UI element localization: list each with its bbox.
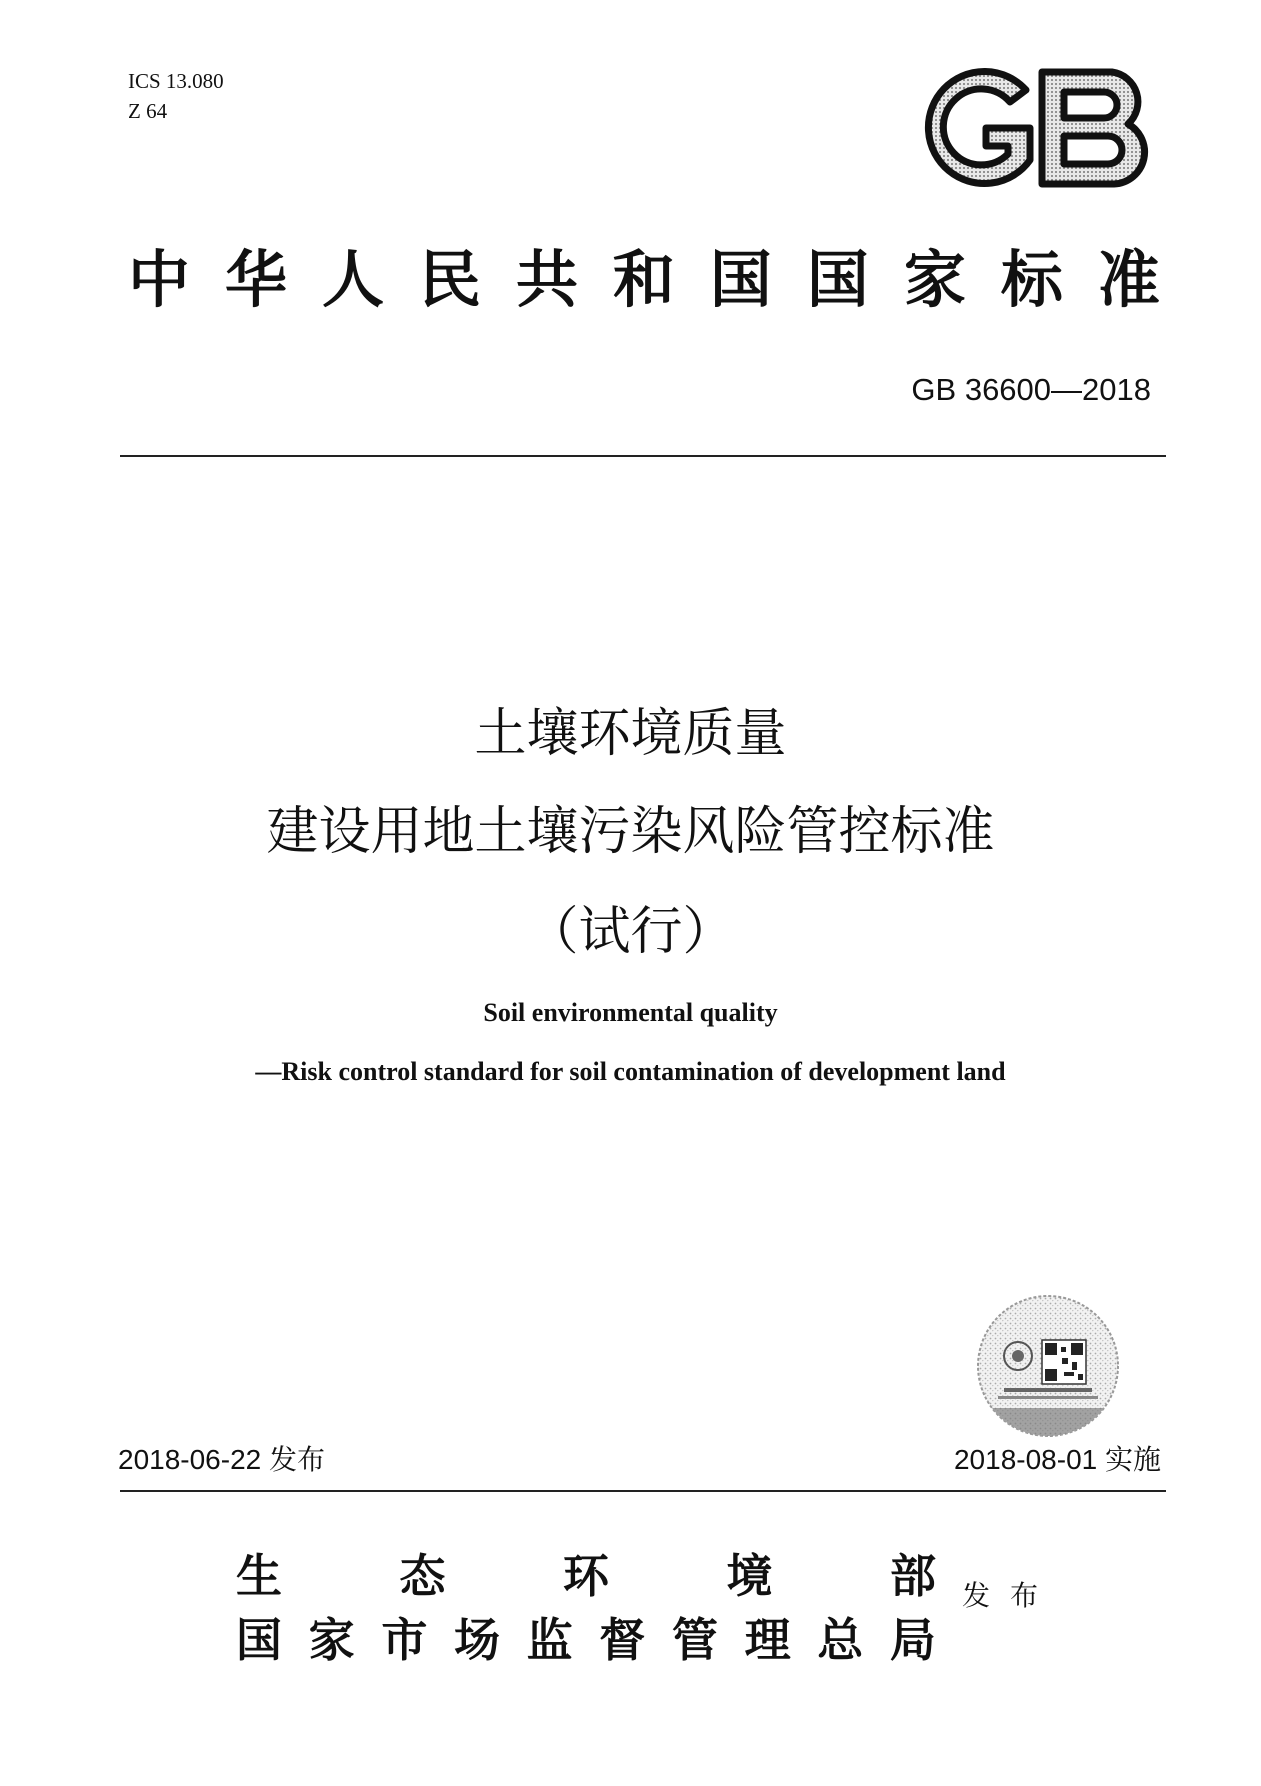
title-char: 中 — [128, 243, 191, 316]
issuer-char: 理 — [744, 1613, 791, 1667]
issuing-authorities — [236, 1544, 936, 1672]
title-en-line1: Soil environmental quality — [483, 998, 778, 1027]
issuer-char: 局 — [889, 1613, 936, 1667]
issuer-administration — [236, 1608, 936, 1672]
title-char: 人 — [321, 243, 384, 316]
title-char: 准 — [1097, 243, 1160, 316]
title-char: 标 — [1000, 243, 1063, 316]
title-char: 和 — [612, 243, 675, 316]
issuer-char: 态 — [399, 1549, 446, 1603]
title-cn-line2: 建设用地土壤污染风险管控标准 — [266, 802, 995, 862]
issuer-char: 环 — [563, 1549, 609, 1603]
issuer-char: 家 — [308, 1613, 355, 1667]
issue-date: 2018-06-22 发布 — [118, 1444, 326, 1475]
classification-codes — [128, 66, 224, 126]
title-char: 共 — [515, 243, 578, 316]
gb-logo-icon — [914, 62, 1160, 194]
issuer-char: 部 — [890, 1549, 936, 1603]
ccs-code: Z 64 — [128, 99, 168, 123]
ics-code: ICS 13.080 — [128, 69, 224, 93]
publish-label: 发布 — [962, 1579, 1059, 1612]
footer-divider — [120, 1490, 1166, 1492]
issuer-char: 生 — [236, 1549, 282, 1603]
title-char: 国 — [709, 243, 772, 316]
title-en-line2: —Risk control standard for soil contamination of development land — [255, 1057, 1006, 1086]
standard-number: GB 36600—2018 — [911, 372, 1151, 407]
title-char: 国 — [806, 243, 869, 316]
implementation-date: 2018-08-01 实施 — [953, 1444, 1161, 1475]
issuer-char: 总 — [817, 1613, 864, 1667]
title-char: 华 — [224, 243, 287, 316]
title-char: 民 — [418, 243, 481, 316]
issuer-char: 境 — [726, 1549, 773, 1603]
issuer-ministry — [236, 1544, 936, 1608]
issuer-char: 督 — [599, 1613, 646, 1667]
issuer-char: 监 — [526, 1613, 573, 1667]
issuer-char: 管 — [671, 1613, 718, 1667]
issuer-char: 国 — [236, 1613, 282, 1667]
title-char: 家 — [903, 243, 966, 316]
issuer-char: 市 — [381, 1613, 428, 1667]
title-cn-line3: （试行） — [526, 902, 735, 962]
national-standard-title — [128, 240, 1160, 320]
title-cn-line1: 土壤环境质量 — [474, 704, 787, 764]
header-divider — [120, 455, 1166, 457]
anti-counterfeit-seal-icon — [974, 1292, 1122, 1440]
issuer-char: 场 — [453, 1613, 500, 1667]
